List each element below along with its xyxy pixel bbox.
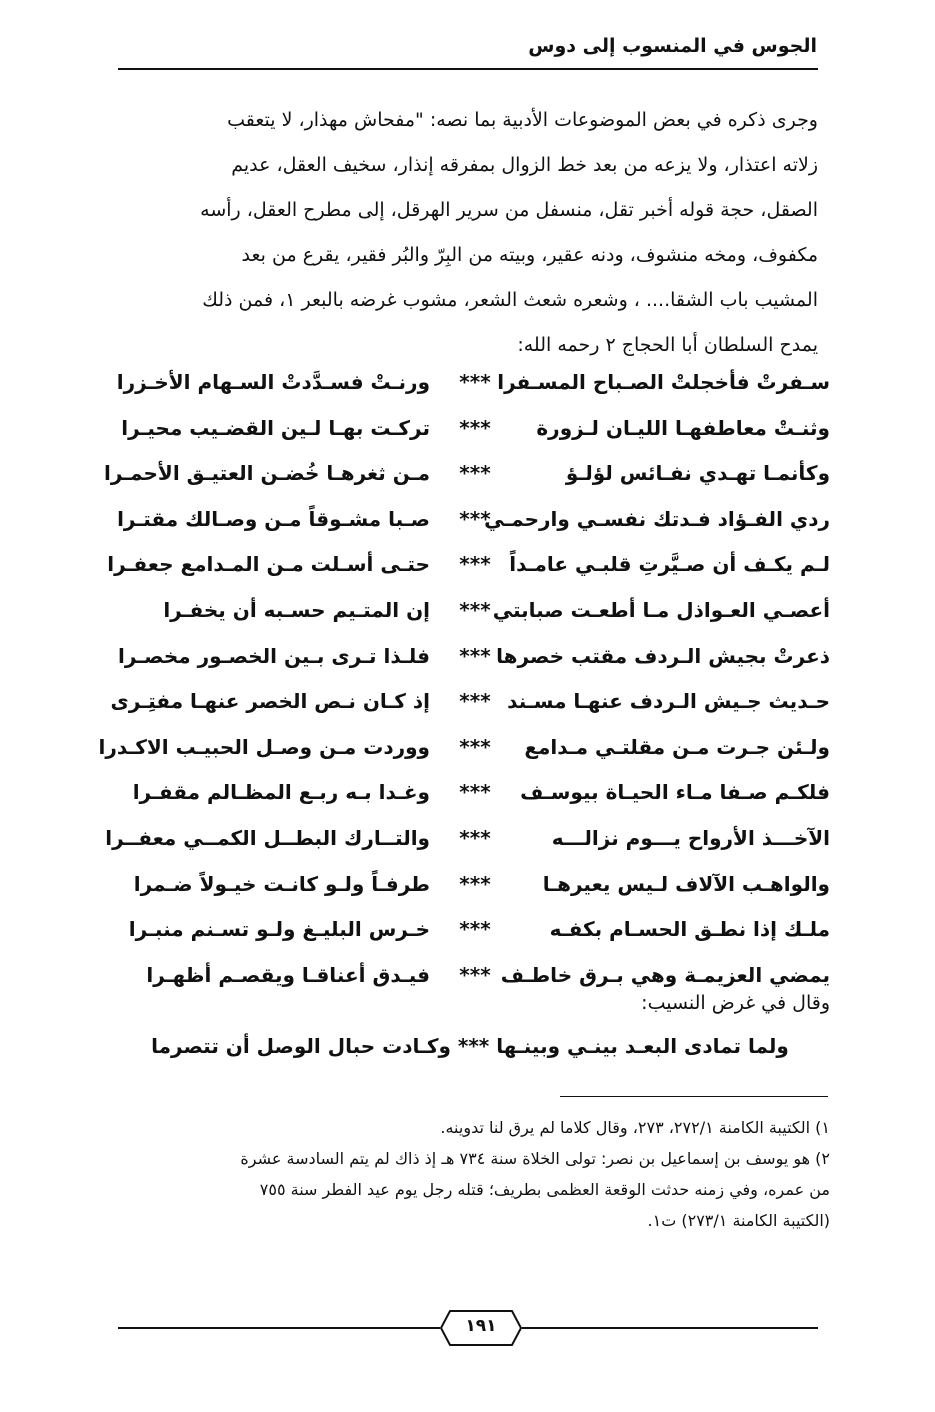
verse-separator: *** [459,917,491,942]
verse [110,864,830,910]
verse-second-hemistich: خـرس البليـغ ولـو تسـنم منبـرا [128,917,430,942]
verse-first-hemistich: وثنـتْ معاطفهـا الليـان لـزورة [536,415,830,440]
verse-second-hemistich: فلـذا تـرى بـين الخصـور مخصـرا [118,643,430,668]
footnote [118,1143,830,1236]
verse-first-hemistich: حـديث جـيش الـردف عنهـا مسـند [507,689,830,714]
verse [110,636,830,682]
verse-second-hemistich: ووردت مـن وصـل الحبيـب الاكـدرا [98,734,430,759]
verse-second-hemistich: طرفـاً ولـو كانـت خيـولاً ضـمرا [133,871,430,896]
verse [110,408,830,454]
verse-separator: *** [459,597,491,622]
footer-rule-right [522,1327,818,1329]
verse [110,499,830,545]
verse-first-hemistich: ردي الفـؤاد فـدتك نفسـي وارحمـي [484,506,830,531]
running-header: الجوس في المنسوب إلى دوس [528,35,817,57]
verse-second-hemistich: وغـدا بـه ربـع المظـالم مقفـرا [132,780,430,805]
verse-separator: *** [459,734,491,759]
footer-rule-left [118,1327,440,1329]
verse-first-hemistich: والواهـب الآلاف لـيس يعيرهـا [542,871,830,896]
verse-first-hemistich: فلكـم صـفا مـاء الحيـاة بيوسـف [520,780,830,805]
verse-separator: *** [459,689,491,714]
verse-second-hemistich: ورنـتْ فسـدَّدتْ السـهام الأخـزرا [116,370,430,394]
page-number-frame [440,1310,522,1346]
verse-second-hemistich: إذ كـان نـص الخصر عنهـا مفتِـرى [110,689,430,714]
page-number: ١٩١ [465,1316,497,1336]
prose-line: المشيب باب الشقا.... ، وشعره شعث الشعر، مشوب غرضه بالبعر ١، فمن ذلك [202,289,818,311]
verse-separator: *** [459,962,491,987]
section-label: وقال في غرض النسيب: [641,992,830,1014]
verse-second-hemistich: مـن ثغرهـا خُضـن العتيـق الأحمـرا [103,461,430,486]
verse-second-hemistich: تركـت بهـا لـين القضـيب محيـرا [121,415,430,440]
verse-separator: *** [459,370,491,394]
prose-line: زلاته اعتذار، ولا يزعه من بعد خط الزوال بمفرقه إنذار، سخيف العقل، عديم [231,154,818,176]
verse-first-hemistich: أعصـي العـواذل مـا أطعـت صبابتي [492,597,830,622]
footnote-rule [560,1096,828,1097]
verse [110,772,830,818]
verse-first-hemistich: ملـك إذا نطـق الحسـام بكفـه [549,917,830,942]
footnote-line: (الكتيبة الكامنة ٢٧٣/١) ت١. [647,1211,830,1230]
footnote-line: من عمره، وفي زمنه حدثت الوقعة العظمى بطريف؛ قتله رجل يوم عيد الفطر سنة ٧٥٥ [259,1180,830,1199]
verse [110,681,830,727]
verse [110,909,830,955]
verse-first-hemistich: لـم يكـف أن صـيَّرتِ قلبـي عامـداً [509,552,830,577]
prose-line: يمدح السلطان أبا الحجاج ٢ رحمه الله: [517,334,818,356]
verse-second-hemistich: إن المتـيم حسـبه أن يخفـرا [163,597,430,622]
verse-first-hemistich: وكأنمـا تهـدي نفـائس لؤلـؤ [565,461,830,486]
prose-paragraph [112,98,818,368]
verse-second-hemistich: والتــارك البطــل الكمــي معفــرا [105,825,430,850]
footnote [118,1112,830,1143]
header-rule [118,68,818,70]
verse-separator: *** [459,643,491,668]
prose-line: الصقل، حجة قوله أخبر تقل، منسفل من سرير الهرقل، إلى مطرح العقل، رأسه [200,199,818,221]
verse-separator: *** [459,506,491,531]
verse-first-hemistich: سـفرتْ فأخجلتْ الصـباح المسـفرا [497,370,830,394]
verse [98,727,830,773]
verse-separator: *** [459,552,491,577]
verse-first-hemistich: ذعرتْ بجيش الـردف مقتب خصرها [496,643,830,668]
verse-separator: *** [459,780,491,805]
verse [107,544,830,590]
verse-separator: *** [459,871,491,896]
verse [103,453,830,499]
poem [98,362,830,1000]
footnote-line: ٢) هو يوسف بن إسماعيل بن نصر: تولى الخلاة سنة ٧٣٤ هـ إذ ذاك لم يتم السادسة عشرة [240,1149,830,1168]
closing-verse: ولما تمادى البعـد بينـي وبينـها *** وكـادت حبال الوصل أن تتصرما [151,1034,789,1058]
verse-first-hemistich: يمضي العزيمـة وهي بـرق خاطـف [500,962,830,987]
verse [110,362,830,408]
verse-second-hemistich: حتـى أسـلت مـن المـدامع جعفـرا [107,552,430,577]
footnote-line: ١) الكتيبة الكامنة ٢٧٢/١، ٢٧٣، وقال كلاما لم يرق لنا تدوينه. [440,1118,830,1137]
verse [105,818,830,864]
prose-line: مكفوف، ومخه منشوف، ودنه عقير، وبيته من البِرّ والبُر فقير، يقرع من بعد [241,244,818,266]
footnotes [118,1112,830,1236]
prose-line: وجرى ذكره في بعض الموضوعات الأدبية بما نصه: "مفحاش مهذار، لا يتعقب [227,109,818,131]
verse-separator: *** [459,825,491,850]
verse-separator: *** [459,415,491,440]
verse-second-hemistich: صـبا مشـوقاً مـن وصـالك مقتـرا [117,506,430,531]
verse-first-hemistich: ولـئن جـرت مـن مقلتـي مـدامع [524,734,830,759]
verse [110,590,830,636]
verse-second-hemistich: فيـدق أعناقـا ويقصـم أظهـرا [146,962,430,987]
verse-first-hemistich: الآخـــذ الأرواح يـــوم نزالـــه [551,825,830,850]
verse-separator: *** [459,461,491,486]
